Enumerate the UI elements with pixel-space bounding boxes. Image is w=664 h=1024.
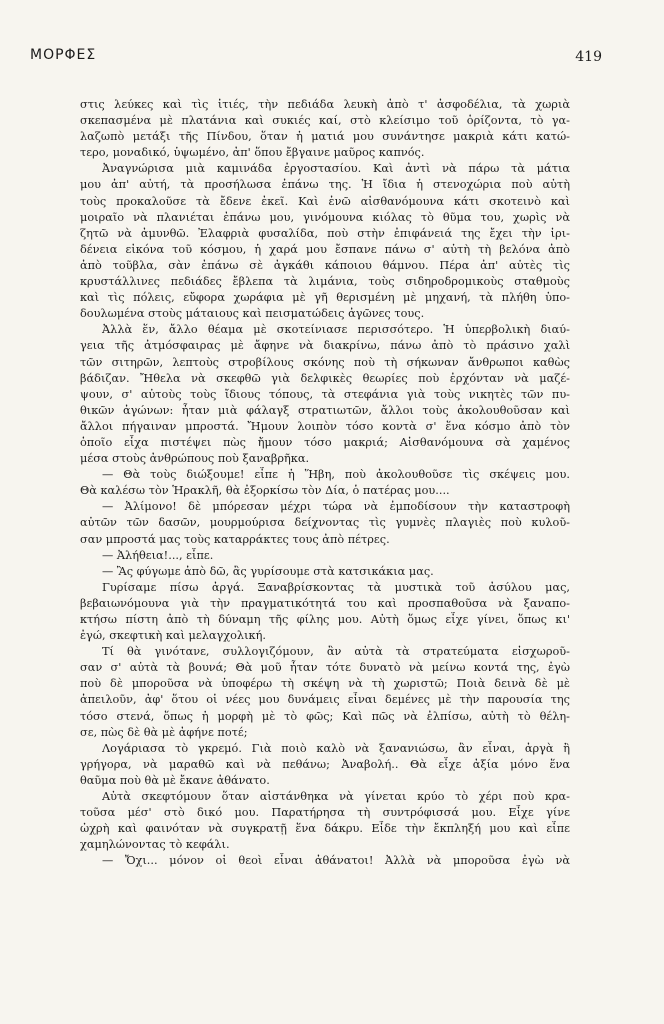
text-line: θαῦμα ποὺ θὰ μὲ ἔκανε ἀθάνατο. <box>80 773 270 787</box>
text-line: ἐγώ, σκεφτικὴ καὶ μελαγχολική. <box>80 629 266 643</box>
text-line: ὠχρὴ καὶ φαινόταν νὰ συγκρατῇ ἕνα δάκρυ. Εἶδε τὴν ἔκπληξή μου καὶ εἶπε <box>80 822 570 836</box>
text-line: — Ἀλήθεια!..., εἶπε. <box>102 548 214 562</box>
text-line: λαζωπὸ μετάξι τῆς Πίνδου, ὅταν ἡ ματιά μου συνάντησε μακριὰ κάτι κατώ- <box>80 130 570 144</box>
text-line: κτήσω πίστη ἀπὸ τὴ δύναμη τῆς φίλης μου. Αὐτὴ ὅμως εἶχε γίνει, ὅπως κι' <box>80 613 570 626</box>
text-line: ἀπειλοῦν, ἀφ' ὅτου οἱ νέες μου δυνάμεις εἶναι δεμένες μὲ τὴν παρουσία της <box>80 693 570 707</box>
body-text <box>80 97 570 870</box>
text-line: κρυστάλλινες πεδιάδες ἔβλεπα τὰ λιμάνια, τοὺς σιδηροδρομικοὺς σταθμοὺς <box>80 275 570 289</box>
text-line: στις λεύκες καὶ τὶς ἰτιές, τὴν πεδιάδα λευκὴ ἀπὸ τ' ἀσφοδέλια, τὰ χωριὰ <box>80 98 570 111</box>
text-line: σε, πὼς δὲ θὰ μὲ ἀφήνε ποτέ; <box>80 725 248 739</box>
text-line: σκεπασμένα μὲ πλατάνια καὶ συκιές καί, στὸ κλείσιμο τοῦ ὁρίζοντα, τὸ γα- <box>80 114 570 128</box>
text-line: χαμηλώνοντας τὸ κεφάλι. <box>80 838 230 852</box>
text-line: γεια τῆς ἀτμόσφαιρας μὲ ἄφηνε νὰ διακρίνω, πάνω ἀπὸ τὸ πράσινο χαλὶ <box>80 339 570 353</box>
text-line: ἀπὸ τοῦβλα, σὰν ἐπάνω σὲ ἀγκάθι κάποιου θάμνου. Πέρα ἀπ' αὐτὲς τὶς <box>80 258 570 272</box>
text-line: ποὺ δὲ μποροῦσα νὰ ὑποφέρω τὴ σκέψη νὰ τὴ χωριστῶ; Ποιὰ δεινὰ δὲ μὲ <box>80 677 570 691</box>
text-line: δένεια εἰκόνα τοῦ κόσμου, ἡ χαρά μου ἔσπανε πάνω σ' αὐτὴ τὴ βελόνα ἀπὸ <box>80 242 570 256</box>
text-line: — Ἀλίμονο! δὲ μπόρεσαν μέχρι τώρα νὰ ἐμποδίσουν τὴν καταστροφὴ <box>102 500 570 514</box>
page-number: 419 <box>575 49 602 65</box>
text-line: ὁποῖο εἶχα πιστέψει πὼς ἤμουν τόσο μακριά; Αἰσθανόμουνα σὰ χαμένος <box>80 435 570 449</box>
text-line: τῶν σιτηρῶν, λεπτοὺς στροβίλους σκόνης ποὺ τὴ σήκωναν ἄνθρωποι καθὼς <box>80 355 570 369</box>
text-line: Αὐτὰ σκεφτόμουν ὅταν αἰστάνθηκα νὰ γίνεται κρύο τὸ χέρι ποὺ κρα- <box>102 790 570 804</box>
text-line: τόσο στενά, ὅπως ἡ μορφὴ μὲ τὸ φῶς; Καὶ πῶς νὰ ἐλπίσω, αὐτὴ τὸ θέλη- <box>80 709 570 723</box>
text-line: αὐτῶν τῶν δασῶν, μουρμούρισα δείχνοντας τὶς γυμνὲς πλαγιὲς ποὺ κυλοῦ- <box>80 516 570 530</box>
text-line: μου ἀπ' αὐτή, τὰ προσήλωσα ἐπάνω της. Ἡ ἴδια ἡ στενοχώρια ποὺ αὐτὴ <box>80 178 570 192</box>
text-line: θικῶν ἀγώνων: ἦταν μιὰ φάλαγξ στρατιωτῶν, ἄλλοι τοὺς ἀκολουθοῦσαν καὶ <box>80 403 570 417</box>
text-line: — Ὄχι... μόνον οἱ θεοὶ εἶναι ἀθάνατοι! Ἀλλὰ νὰ μποροῦσα ἐγὼ νὰ <box>102 854 570 868</box>
text-line: τοὺς προκαλοῦσε τὰ ἔδενε ἐκεῖ. Καὶ ἐνῶ αἰσθανόμουνα κάτι σκοτεινὸ καὶ <box>80 194 570 208</box>
text-line: Θὰ καλέσω τὸν Ἡρακλῆ, θὰ ἐξορκίσω τὸν Δία, ὁ πατέρας μου.... <box>80 484 450 498</box>
text-line: τοῦσα μέσ' στὸ δικό μου. Παρατήρησα τὴ συντρόφισσά μου. Εἶχε γίνε <box>80 806 570 820</box>
text-line: σαν μπροστά μας τοὺς καταρράκτες τους ἀπὸ πέτρες. <box>80 532 390 546</box>
text-line: βεβαιωνόμουνα γιὰ τὴν πραγματικότητά του καὶ προσπαθοῦσα νὰ ξαναπο- <box>80 596 570 610</box>
text-line: — Θὰ τοὺς διώξουμε! εἶπε ἡ Ἥβη, ποὺ ἀκολουθοῦσε τὶς σκέψεις μου. <box>102 468 570 482</box>
text-line: μέσα στοὺς ἀνθρώπους ποὺ ξαναβρῆκα. <box>80 452 310 466</box>
running-title: ΜΟΡΦΕΣ <box>30 47 97 63</box>
text-line: Ἀλλὰ ἕν, ἄλλο θέαμα μὲ σκοτείνιασε περισσότερο. Ἡ ὑπερβολικὴ διαύ- <box>102 323 570 337</box>
text-line: Γυρίσαμε πίσω ἀργά. Ξαναβρίσκοντας τὰ μυστικὰ τοῦ ἀσύλου μας, <box>102 580 570 594</box>
text-line: Λογάριασα τὸ γκρεμό. Γιὰ ποιὸ καλὸ νὰ ξανανιώσω, ἂν εἶναι, ἀργὰ ἢ <box>102 741 570 755</box>
text-line: καὶ τὶς πόλεις, εὔφορα χωράφια μὲ γῆ θερισμένη μὲ μηχανή, τὰ πλήθη ὑπο- <box>80 291 570 305</box>
text-line: τερο, μοναδικό, ὑψωμένο, ἀπ' ὅπου ἔβγαινε μαῦρος καπνός. <box>80 146 425 160</box>
text-line: σαν σ' αὐτὰ τὰ βουνά; Θὰ μοῦ ἦταν τότε δυνατὸ νὰ μείνω κοντά της, ἐγὼ <box>80 661 570 675</box>
text-line: Ἀναγνώρισα μιὰ καμινάδα ἐργοστασίου. Καὶ ἀντὶ νὰ πάρω τὰ μάτια <box>102 162 570 176</box>
text-line: ζητῶ νὰ ἀμυνθῶ. Ἐλαφριὰ φυσαλίδα, ποὺ στὴν ἐπιφάνειά της ἔχει τὴν ἰρι- <box>80 226 570 240</box>
text-line: δουλωμένα στοὺς μάταιους καὶ πεισματώδεις ἀγῶνες τους. <box>80 307 425 321</box>
text-line: μοιραῖο νὰ πλανιέται ἐπάνω μου, γινόμουνα κιόλας τὸ θῦμα του, χωρὶς νὰ <box>80 210 570 224</box>
text-line: ψουν, σ' αὐτοὺς τοὺς ἴδιους τόπους, τὰ στεφάνια γιὰ τοὺς νικητὲς τῶν πυ- <box>80 387 570 401</box>
text-line: Τί θὰ γινότανε, συλλογιζόμουν, ἂν αὐτὰ τὰ στρατεύματα εἰσχωροῦ- <box>102 645 570 659</box>
text-line: ἄλλοι πήγαιναν μπροστά. Ἤμουν λοιπὸν τόσο κοντὰ σ' ἕνα κόσμο ἀπὸ τὸν <box>80 419 570 433</box>
text-line: γρήγορα, νὰ μαραθῶ καὶ νὰ πεθάνω; Ἀναβολή.. Θὰ εἶχε ἀξία μόνο ἕνα <box>80 757 570 771</box>
text-line: — Ἂς φύγωμε ἀπὸ δῶ, ἂς γυρίσουμε στὰ κατσικάκια μας. <box>102 564 434 578</box>
page-header <box>30 47 602 71</box>
text-line: βάδιζαν. Ἤθελα νὰ σκεφθῶ γιὰ δελφικὲς θεωρίες ποὺ ἐρχόνταν νὰ μαζέ- <box>80 371 570 385</box>
